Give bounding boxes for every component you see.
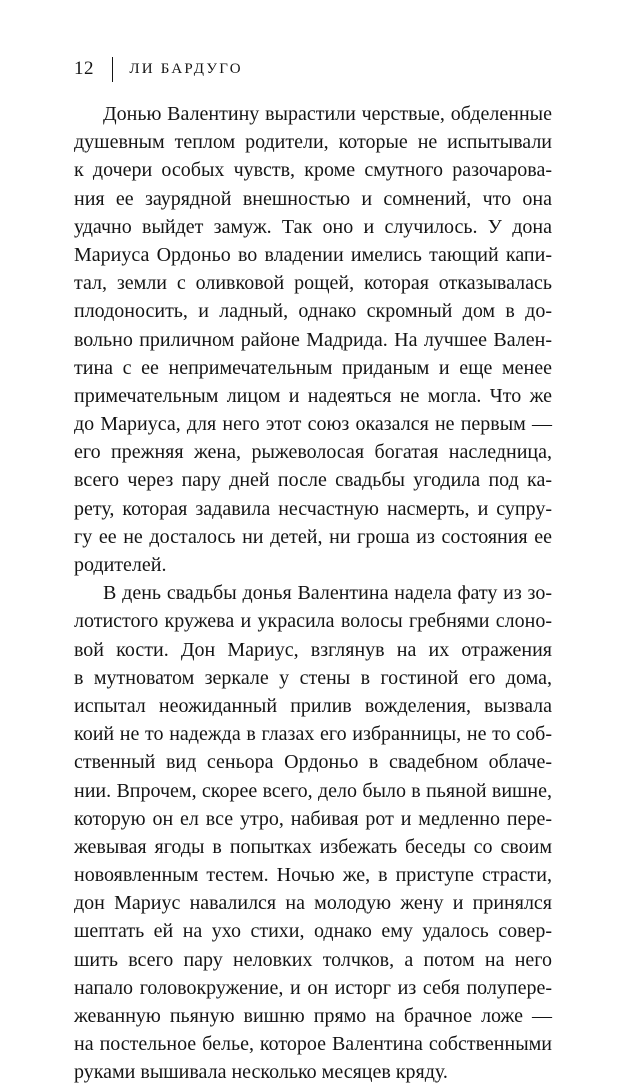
text-line: на постельное белье, которое Валентина собственными [74,1033,552,1056]
text-line: дон Мариус навалился на молодую жену и принялся [74,892,552,915]
text-line: лотистого кружева и украсила волосы гребнями слоно- [74,610,552,633]
running-header [74,56,243,82]
paragraph-1 [74,100,552,579]
text-line: напало головокружение, и он исторг из себя полупере- [74,976,552,999]
text-line: всего через пару дней после свадьбы угодила под ка- [74,469,552,492]
text-line: вольно приличном районе Мадрида. На лучшее Вален- [74,328,552,351]
text-line: тал, земли с оливковой рощей, которая отказывалась [74,272,552,295]
text-line: удачно выйдет замуж. Так оно и случилось. У дона [74,215,552,238]
text-line: тина с ее непримечательным приданым и еще менее [74,356,552,379]
text-line: примечательным лицом и надеяться не могла. Что же [74,384,552,407]
text-line: рету, которая задавила несчастную насмерть, и супру- [74,497,552,520]
paragraph-2 [74,579,552,1086]
text-line: руками вышивала несколько месяцев кряду. [74,1061,448,1084]
text-line: в мутноватом зеркале у стены в гостиной его дома, [74,666,552,689]
text-line: до Мариуса, для него этот союз оказался не первым — [74,413,552,436]
text-line: которую он ел все утро, набивая рот и медленно пере- [74,807,552,830]
text-line: плодоносить, и ладный, однако скромный дом в до- [74,300,552,323]
text-line: шептать ей на ухо стихи, однако ему удалось совер- [74,920,552,943]
text-line: к дочери особых чувств, кроме смутного разочарова- [74,159,552,182]
header-divider [112,57,113,82]
text-line: В день свадьбы донья Валентина надела фату из зо- [103,582,552,605]
text-line: родителей. [74,554,167,576]
text-line: шить всего пару неловких толчков, а потом на него [74,948,552,971]
text-line: его прежняя жена, рыжеволосая богатая наследница, [74,441,552,464]
text-line: ственный вид сеньора Ордоньо в свадебном облаче- [74,751,552,774]
text-line: вой кости. Дон Мариус, взглянув на их отражения [74,638,552,661]
author-name: ЛИ БАРДУГО [129,60,243,77]
text-line: ния ее заурядной внешностью и сомнений, что она [74,187,552,210]
page-number: 12 [74,58,94,79]
text-line: коий не то надежда в глазах его избранницы, не то соб- [74,723,552,746]
text-line: Донью Валентину вырастили черствые, обделенные [103,103,552,125]
text-line: испытал неожиданный прилив вожделения, вызвала [74,694,552,717]
text-line: новоявленным тестем. Ночью же, в приступе страсти, [74,864,552,887]
text-line: Мариуса Ордоньо во владении имелись тающий капи- [74,243,552,266]
text-line: нии. Впрочем, скорее всего, дело было в пьяной вишне, [74,779,552,802]
text-line: жевывая ягоды в попытках избежать беседы со своим [74,835,552,858]
text-line: душевным теплом родители, которые не испытывали [74,131,552,154]
body-text [74,100,552,1087]
text-line: жеванную пьяную вишню прямо на брачное ложе — [74,1005,552,1027]
text-line: гу ее не досталось ни детей, ни гроша из состояния ее [74,525,552,548]
